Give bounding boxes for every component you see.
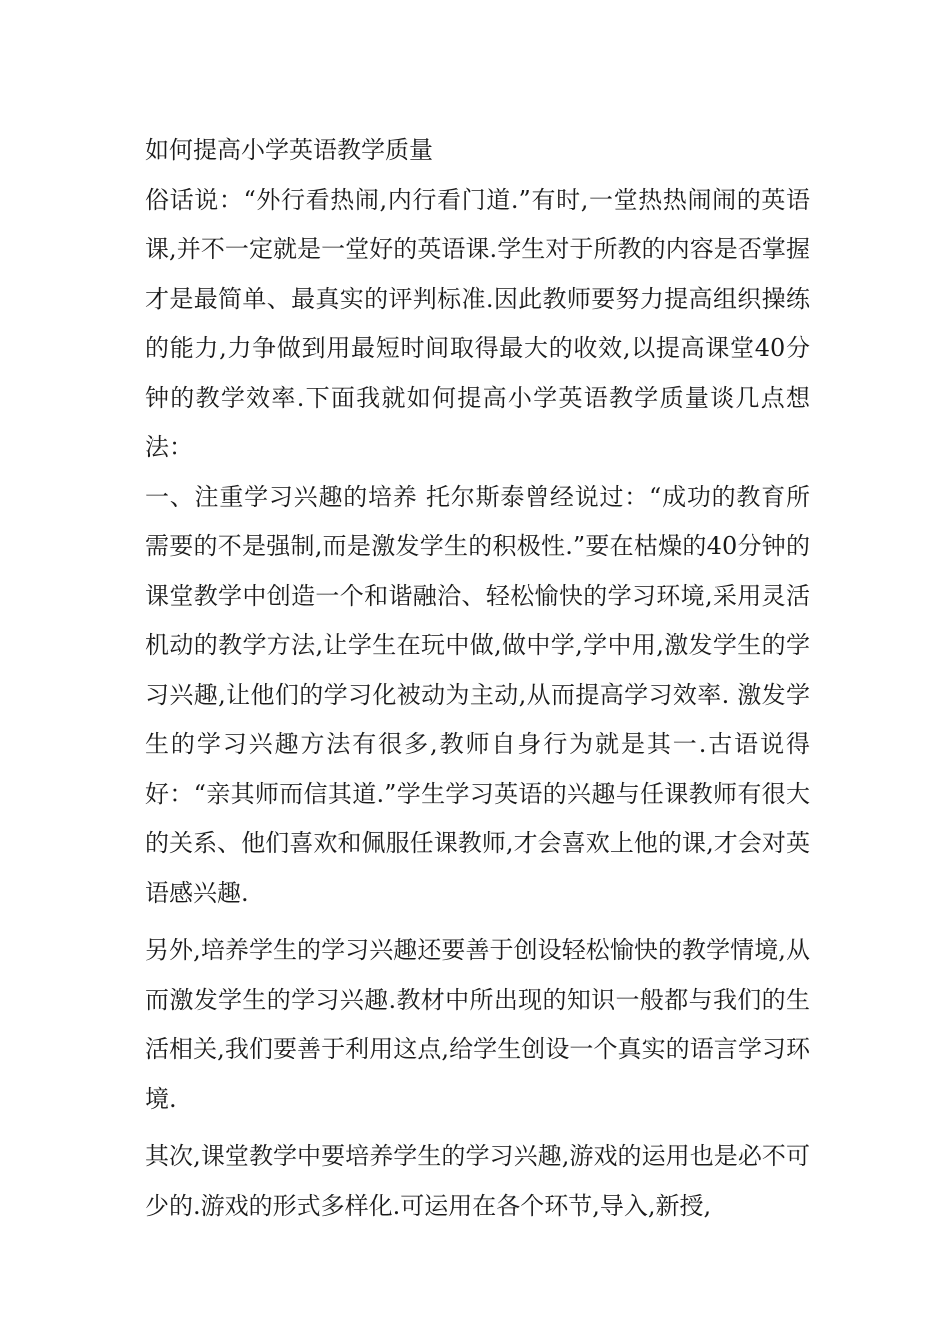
paragraph-games: 其次,课堂教学中要培养学生的学习兴趣,游戏的运用也是必不可少的.游戏的形式多样化.可运用在各个环节,导入,新授, <box>145 1142 810 1220</box>
document-body <box>145 126 810 1231</box>
paragraph-interest: 一、注重学习兴趣的培养 托尔斯泰曾经说过：“成功的教育所需要的不是强制,而是激发学生的积极性.”要在枯燥的40分钟的课堂教学中创造一个和谐融洽、轻松愉快的学习环境,采用灵活机动的教学方法,让学生在玩中做,做中学,学中用,激发学生的学习兴趣,让他们的学习化被动为主动,从而提高学习效率. 激发学生的学习兴趣方法有很多,教师自身行为就是其一.古语说得好：“亲其师而信其道.”学生学习英语的兴趣与任课教师有很大的关系、他们喜欢和佩服任课教师,才会喜欢上他的课,才会对英语感兴趣. <box>145 482 810 907</box>
paragraph-situation: 另外,培养学生的学习兴趣还要善于创设轻松愉快的教学情境,从而激发学生的学习兴趣.教材中所出现的知识一般都与我们的生活相关,我们要善于利用这点,给学生创设一个真实的语言学习环境. <box>145 936 810 1113</box>
paragraph-intro: 俗话说：“外行看热闹,内行看门道.”有时,一堂热热闹闹的英语课,并不一定就是一堂好的英语课.学生对于所教的内容是否掌握才是最简单、最真实的评判标准.因此教师要努力提高组织操练的能力,力争做到用最短时间取得最大的收效,以提高课堂40分钟的教学效率.下面我就如何提高小学英语教学质量谈几点想法： <box>145 185 810 461</box>
document-title: 如何提高小学英语教学质量 <box>145 136 433 164</box>
